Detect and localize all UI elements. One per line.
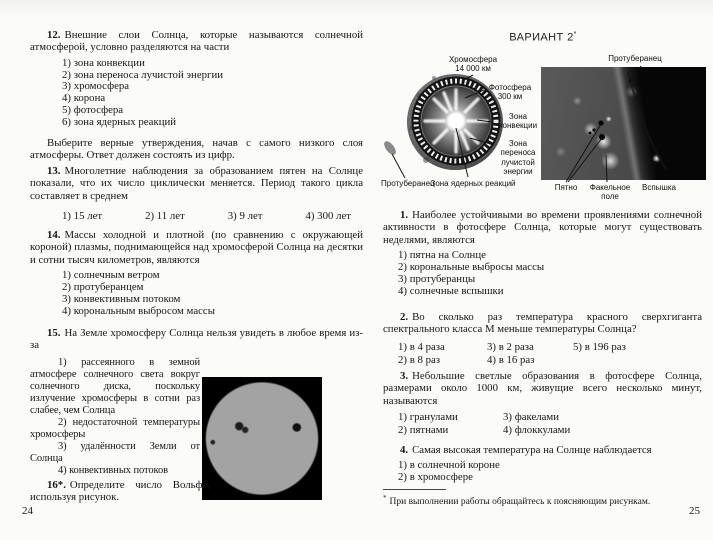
label-chromosphere [425,55,521,74]
option: 1) 15 лет [62,209,103,222]
options-list [30,270,363,318]
label-radiation-zone: Зона переноса лучистой энергии [500,139,536,177]
question-16 [30,479,210,504]
option: 2) протуберанцем [62,280,144,293]
option: 5) в 196 раз [573,340,626,353]
option: 2) в хромосфере [398,471,473,484]
question-text: Определите число Вольфа, используя рисунок. [30,479,210,504]
question-text: На Земле хромосферу Солнца нельзя увидеть в любое время из-за [30,327,363,352]
footnote-text: При выполнении работы обращайтесь к поясняющим рисункам. [389,497,651,508]
option: 2) зона переноса лучистой энергии [62,68,224,81]
option: 3) конвективным потоком [62,292,181,305]
option: 3) в 2 раза [487,340,534,353]
option: 1) гранулами [398,410,458,423]
option: 4) корональным выбросом массы [62,304,215,317]
option: 2) 11 лет [145,209,185,222]
options-list [30,58,363,129]
prominence-filament [628,72,666,169]
option: 2) недостаточной температуры хромосферы [30,417,200,440]
option: 2) пятнами [398,423,449,436]
option: 2) в 8 раз [398,353,441,366]
options-grid [383,411,702,436]
question-text: Во сколько раз температура красного сверхгиганта спектрального класса М меньше температуры Солнца? [383,311,702,336]
question-text: Самая высокая температура на Солнце наблюдается [412,444,652,456]
question-13 [30,165,363,222]
note-text: Выберите верные утверждения, начав с самого низкого слоя атмосферы. Ответ должен состоять из цифр. [30,137,363,162]
option: 3) протуберанцы [398,272,476,285]
variant-title: ВАРИАНТ 2 [509,31,574,44]
option: 1) солнечным ветром [62,268,160,281]
sun-disk-photo [202,377,322,500]
question-15-options [30,357,200,477]
option: 1) пятна на Солнце [398,248,486,261]
page-number-left: 24 [22,505,33,517]
question-text: Небольшие светлые образования в фотосфере Солнца, размерами около 1000 км, живущие всего несколько минут, называются [383,370,702,407]
question-3 [383,370,702,436]
option: 5) фотосфера [62,104,124,117]
option: 4) флоккулами [503,423,571,436]
question-text: Наиболее устойчивыми во времени проявлениями солнечной активности в фотосфере Солнца, которые могут существовать неделями, являются [383,209,702,246]
option: 3) хромосфера [62,80,130,93]
question-number: 12. [47,29,61,41]
question-12 [30,29,363,129]
option: 3) факелами [503,410,560,423]
footnote-rule [383,489,446,490]
question-number: 4. [400,444,409,456]
option: 1) в 4 раза [398,340,445,353]
label-sunspot: Пятно [554,183,578,192]
photo-leader-lines [566,66,656,182]
question-number: 3. [400,370,409,382]
question-number: 14. [47,229,61,241]
option: 4) солнечные вспышки [398,284,504,297]
question-number: 13. [47,165,61,177]
option: 6) зона ядерных реакций [62,116,177,129]
options-list [383,460,702,484]
question-text: Массы холодной и плотной (по сравнению с окружающей короной) плазмы, поднимающейся над хромосферой Солнца на десятки и сотни тысяч километров, являются [30,229,363,266]
label-prominence-photo: Протуберанец [608,54,662,63]
question-text: Многолетние наблюдения за образованием пятен на Солнце показали, что их число циклически меняется. Период такого цикла составляет в среднем [30,165,363,202]
option: 1) зона конвекции [62,56,145,69]
option: 2) корональные выбросы массы [398,260,545,273]
prominence-shape [382,139,398,157]
option: 3) 9 лет [227,209,263,222]
question-2 [383,311,702,366]
option: 1) рассеянного в земной атмосфере солнечного света вокруг солнечного диска, поскольку излучение хромосферы в сотни раз слабее, чем Солнца [30,357,200,416]
option: 3) удалённости Земли от Солнца [30,441,200,464]
page-number-right: 25 [689,505,700,517]
question-15 [30,327,363,352]
question-4 [383,444,702,484]
label-facula-field: Факельное поле [589,183,631,202]
label-text: Фотосфера [488,83,532,92]
options-list [383,250,702,298]
question-number: 1. [400,209,409,221]
question-14 [30,229,363,318]
question-12-note [30,137,363,162]
option: 4) корона [62,92,106,105]
question-number: 15. [47,327,61,339]
question-text: Внешние слои Солнца, которые называются солнечной атмосферой, условно разделяются на части [30,29,363,54]
question-number: 16*. [47,479,66,491]
question-number: 2. [400,311,409,323]
option: 4) в 16 раз [487,353,535,366]
label-value: 14 000 км [455,64,491,74]
footnote [383,493,702,508]
label-value: 300 км [497,92,523,102]
options-grid [383,341,702,366]
question-1 [383,209,702,298]
label-core: Зона ядерных реакций [430,179,516,188]
label-flare: Вспышка [642,183,676,192]
option: 4) 300 лет [305,209,351,222]
label-photosphere [478,83,542,102]
label-text: Хромосфера [448,55,498,64]
label-prominence-diagram: Протуберанец [381,179,435,188]
footnote-mark: * [383,494,387,502]
option: 4) конвективных потоков [58,465,168,476]
variant-header [383,31,703,44]
label-convection-zone: Зона конвекции [498,112,538,131]
option: 1) в солнечной короне [398,459,500,472]
variant-footnote-mark: * [573,31,577,38]
options-row [30,210,363,222]
